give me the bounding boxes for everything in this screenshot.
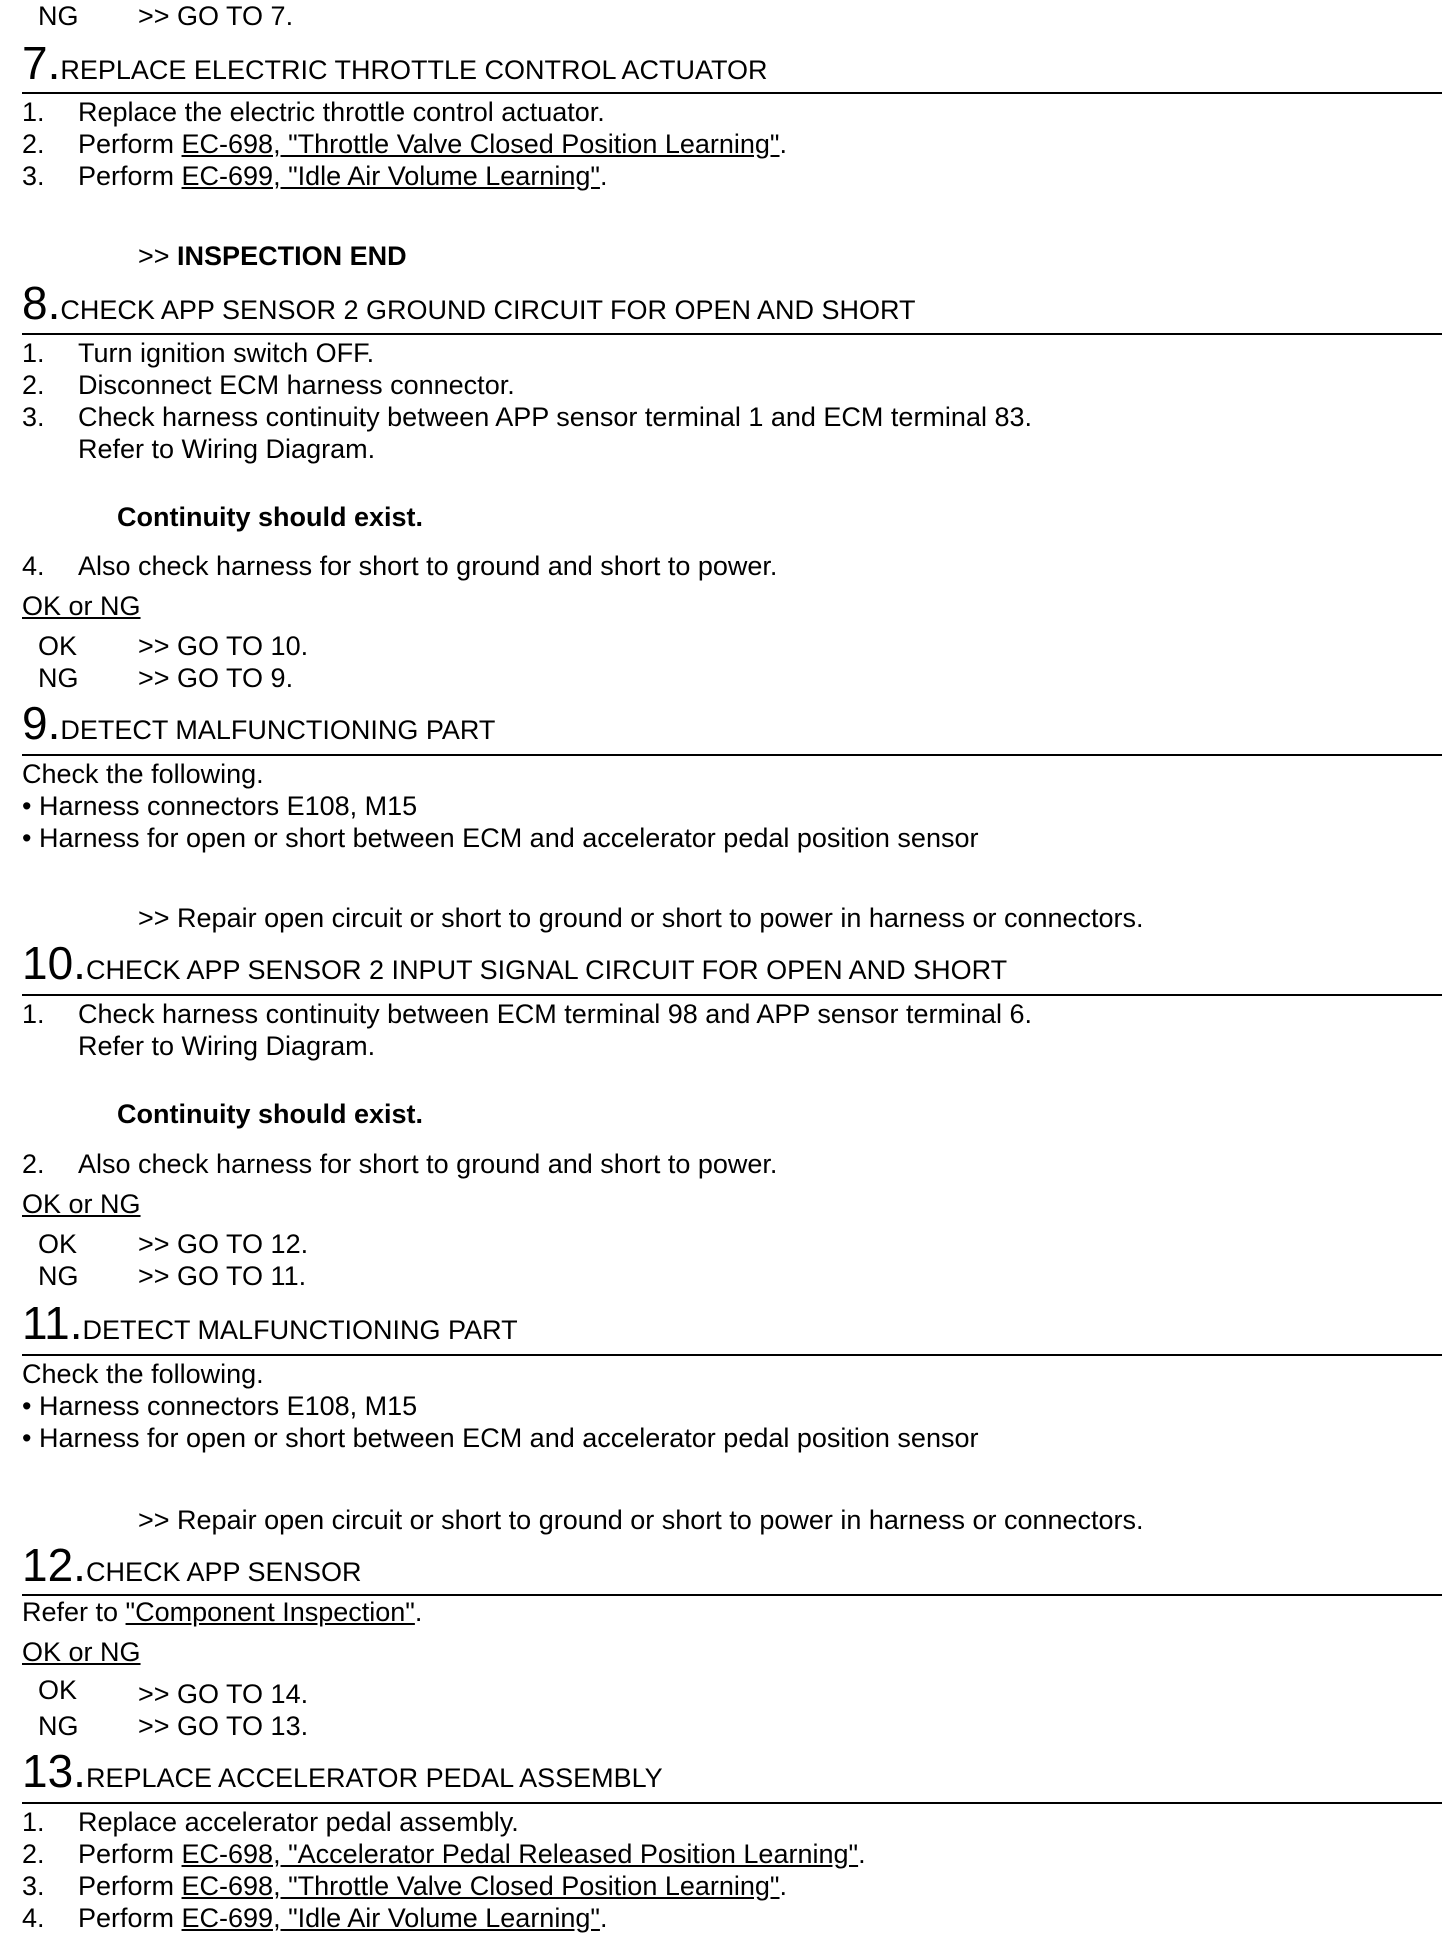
- bullet-item: • Harness connectors E108, M15: [22, 791, 418, 821]
- step-number: 7.: [22, 37, 61, 89]
- step-number: 13.: [22, 1745, 86, 1797]
- item-text: Also check harness for short to ground and short to power.: [78, 1149, 778, 1179]
- step-7-heading: [22, 36, 768, 90]
- result-ng-key: NG: [38, 1261, 79, 1291]
- link-idle-air-volume-learning[interactable]: EC-699, "Idle Air Volume Learning": [181, 1903, 600, 1933]
- step-9-heading: [22, 696, 495, 750]
- item-text: Replace accelerator pedal assembly.: [78, 1807, 519, 1837]
- result-ok-key: OK: [38, 1229, 78, 1259]
- bullet-item: • Harness for open or short between ECM and accelerator pedal position sensor: [22, 1423, 979, 1453]
- item-text: Disconnect ECM harness connector.: [78, 370, 515, 400]
- step-title: CHECK APP SENSOR 2 GROUND CIRCUIT FOR OPEN AND SHORT: [60, 295, 916, 325]
- item-number: 2.: [22, 1839, 45, 1869]
- refer-text: Refer to Wiring Diagram.: [78, 1031, 376, 1061]
- step-12-heading: [22, 1538, 362, 1592]
- result-ok-key: OK: [38, 1675, 78, 1705]
- check-text: Check the following.: [22, 1359, 264, 1389]
- step-10-rule: [22, 994, 1442, 996]
- result-ng-value: >> GO TO 13.: [138, 1711, 309, 1741]
- step-number: 9.: [22, 697, 61, 749]
- result-ng-value: >> GO TO 11.: [138, 1261, 307, 1291]
- item-number: 3.: [22, 161, 45, 191]
- result-ng-value: >> GO TO 9.: [138, 663, 294, 693]
- item-number: 1.: [22, 97, 45, 127]
- step-number: 8.: [22, 277, 61, 329]
- link-idle-air-volume-learning[interactable]: EC-699, "Idle Air Volume Learning": [181, 161, 600, 191]
- continuity-spec: Continuity should exist.: [117, 502, 424, 532]
- result-ok-value: >> GO TO 10.: [138, 631, 309, 661]
- ok-or-ng-label: OK or NG: [22, 1189, 141, 1219]
- step-13-heading: [22, 1744, 663, 1798]
- inspection-end: >> INSPECTION END: [138, 241, 407, 271]
- repair-instruction: >> Repair open circuit or short to ground or short to power in harness or connectors.: [138, 1505, 1144, 1535]
- bullet-item: • Harness connectors E108, M15: [22, 1391, 418, 1421]
- item-text: Perform EC-698, "Accelerator Pedal Released Position Learning".: [78, 1839, 866, 1869]
- step-8-rule: [22, 333, 1442, 335]
- step-8-heading: [22, 276, 916, 330]
- item-text: Perform EC-698, "Throttle Valve Closed Position Learning".: [78, 129, 788, 159]
- item-text: Perform EC-699, "Idle Air Volume Learning".: [78, 161, 608, 191]
- item-number: 2.: [22, 129, 45, 159]
- result-ng-value: >> GO TO 7.: [138, 1, 294, 31]
- item-number: 2.: [22, 370, 45, 400]
- bullet-item: • Harness for open or short between ECM and accelerator pedal position sensor: [22, 823, 979, 853]
- step-number: 11.: [22, 1297, 83, 1349]
- item-number: 4.: [22, 1903, 45, 1933]
- result-ok-value: >> GO TO 14.: [138, 1679, 309, 1709]
- result-ok-value: >> GO TO 12.: [138, 1229, 309, 1259]
- item-number: 3.: [22, 402, 45, 432]
- link-accelerator-pedal-learning[interactable]: EC-698, "Accelerator Pedal Released Position Learning": [181, 1839, 859, 1869]
- link-component-inspection[interactable]: "Component Inspection": [125, 1597, 415, 1627]
- item-number: 4.: [22, 551, 45, 581]
- step-10-heading: [22, 936, 1007, 990]
- result-ng-key: NG: [38, 1, 79, 31]
- continuity-spec: Continuity should exist.: [117, 1099, 424, 1129]
- step-title: REPLACE ELECTRIC THROTTLE CONTROL ACTUATOR: [60, 55, 768, 85]
- step-title: CHECK APP SENSOR 2 INPUT SIGNAL CIRCUIT FOR OPEN AND SHORT: [85, 955, 1008, 985]
- step-title: DETECT MALFUNCTIONING PART: [60, 715, 496, 745]
- step-11-heading: [22, 1296, 518, 1350]
- item-number: 1.: [22, 999, 45, 1029]
- result-ok-key: OK: [38, 631, 78, 661]
- link-throttle-valve-learning[interactable]: EC-698, "Throttle Valve Closed Position Learning": [181, 129, 780, 159]
- step-title: REPLACE ACCELERATOR PEDAL ASSEMBLY: [85, 1763, 663, 1793]
- item-text: Perform EC-698, "Throttle Valve Closed Position Learning".: [78, 1871, 788, 1901]
- step-9-rule: [22, 754, 1442, 756]
- refer-text: Refer to Wiring Diagram.: [78, 434, 376, 464]
- step-title: CHECK APP SENSOR: [85, 1557, 362, 1587]
- check-text: Check the following.: [22, 759, 264, 789]
- step-title: DETECT MALFUNCTIONING PART: [82, 1315, 518, 1345]
- step-7-rule: [22, 92, 1442, 94]
- step-number: 10.: [22, 937, 86, 989]
- item-text: Also check harness for short to ground and short to power.: [78, 551, 778, 581]
- step-13-rule: [22, 1802, 1442, 1804]
- item-number: 2.: [22, 1149, 45, 1179]
- item-number: 1.: [22, 1807, 45, 1837]
- item-number: 3.: [22, 1871, 45, 1901]
- item-text: Check harness continuity between ECM terminal 98 and APP sensor terminal 6.: [78, 999, 1032, 1029]
- item-text: Perform EC-699, "Idle Air Volume Learning".: [78, 1903, 608, 1933]
- step-11-rule: [22, 1354, 1442, 1356]
- link-throttle-valve-learning[interactable]: EC-698, "Throttle Valve Closed Position Learning": [181, 1871, 780, 1901]
- ok-or-ng-label: OK or NG: [22, 1637, 141, 1667]
- ok-or-ng-label: OK or NG: [22, 591, 141, 621]
- step-number: 12.: [22, 1539, 86, 1591]
- item-text: Replace the electric throttle control actuator.: [78, 97, 605, 127]
- result-ng-key: NG: [38, 663, 79, 693]
- item-text: Turn ignition switch OFF.: [78, 338, 375, 368]
- refer-text: Refer to "Component Inspection".: [22, 1597, 423, 1627]
- result-ng-key: NG: [38, 1711, 79, 1741]
- repair-instruction: >> Repair open circuit or short to ground or short to power in harness or connectors.: [138, 903, 1144, 933]
- item-number: 1.: [22, 338, 45, 368]
- item-text: Check harness continuity between APP sensor terminal 1 and ECM terminal 83.: [78, 402, 1032, 432]
